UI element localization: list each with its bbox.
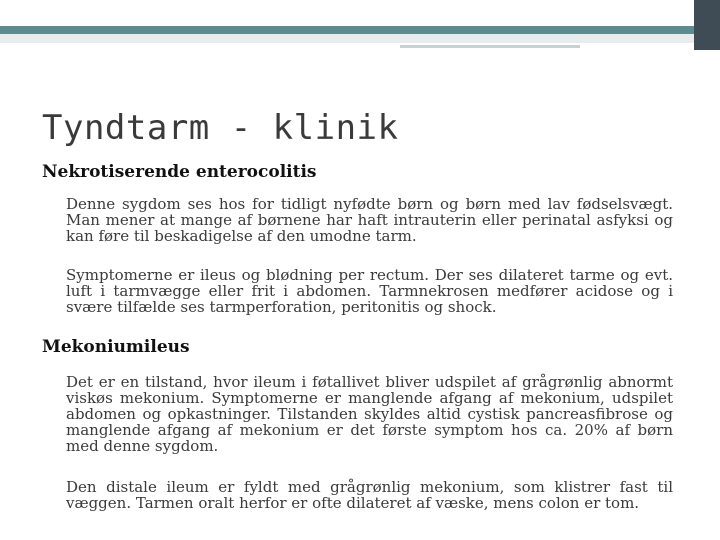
top-right-accent-block [694,0,720,50]
paragraph-nec-symptoms: Symptomerne er ileus og blødning per rectum. Der ses dilateret tarme og evt. luft i tarmvægge eller frit i abdomen. Tarmnekrosen medfører acidose og i svære tilfælde ses tarmperforation, peritonitis og shock. [66,266,673,316]
slide-title: Tyndtarm - klinik [42,108,399,148]
paragraph-meconium-distal-ileum: Den distale ileum er fyldt med grågrønlig mekonium, som klistrer fast til væggen. Tarmen oralt herfor er ofte dilateret af væske, mens colon er tom. [66,478,673,512]
paragraph-meconium-description: Det er en tilstand, hvor ileum i føtallivet bliver udspilet af grågrønlig abnormt viskøs mekonium. Symptomerne er manglende afgang af mekonium, udspilet abdomen og opkastninger. Tilstanden skyldes altid cystisk pancreasfibrose og manglende afgang af mekonium er det første symptom hos ca. 20% af børn med denne sygdom. [66,373,673,455]
paragraph-nec-description: Denne sygdom ses hos for tidligt nyfødte børn og børn med lav fødselsvægt. Man mener at mange af børnene har haft intrauterin eller perinatal asfyksi og kan føre til beskadigelse af den umodne tarm. [66,195,673,245]
top-light-stripe [0,34,694,43]
section-heading-nekrotiserende: Nekrotiserende enterocolitis [42,162,317,182]
section-heading-mekoniumileus: Mekoniumileus [42,337,190,357]
top-thin-rule [400,45,580,48]
top-band-background [0,0,720,26]
top-teal-stripe [0,26,694,34]
